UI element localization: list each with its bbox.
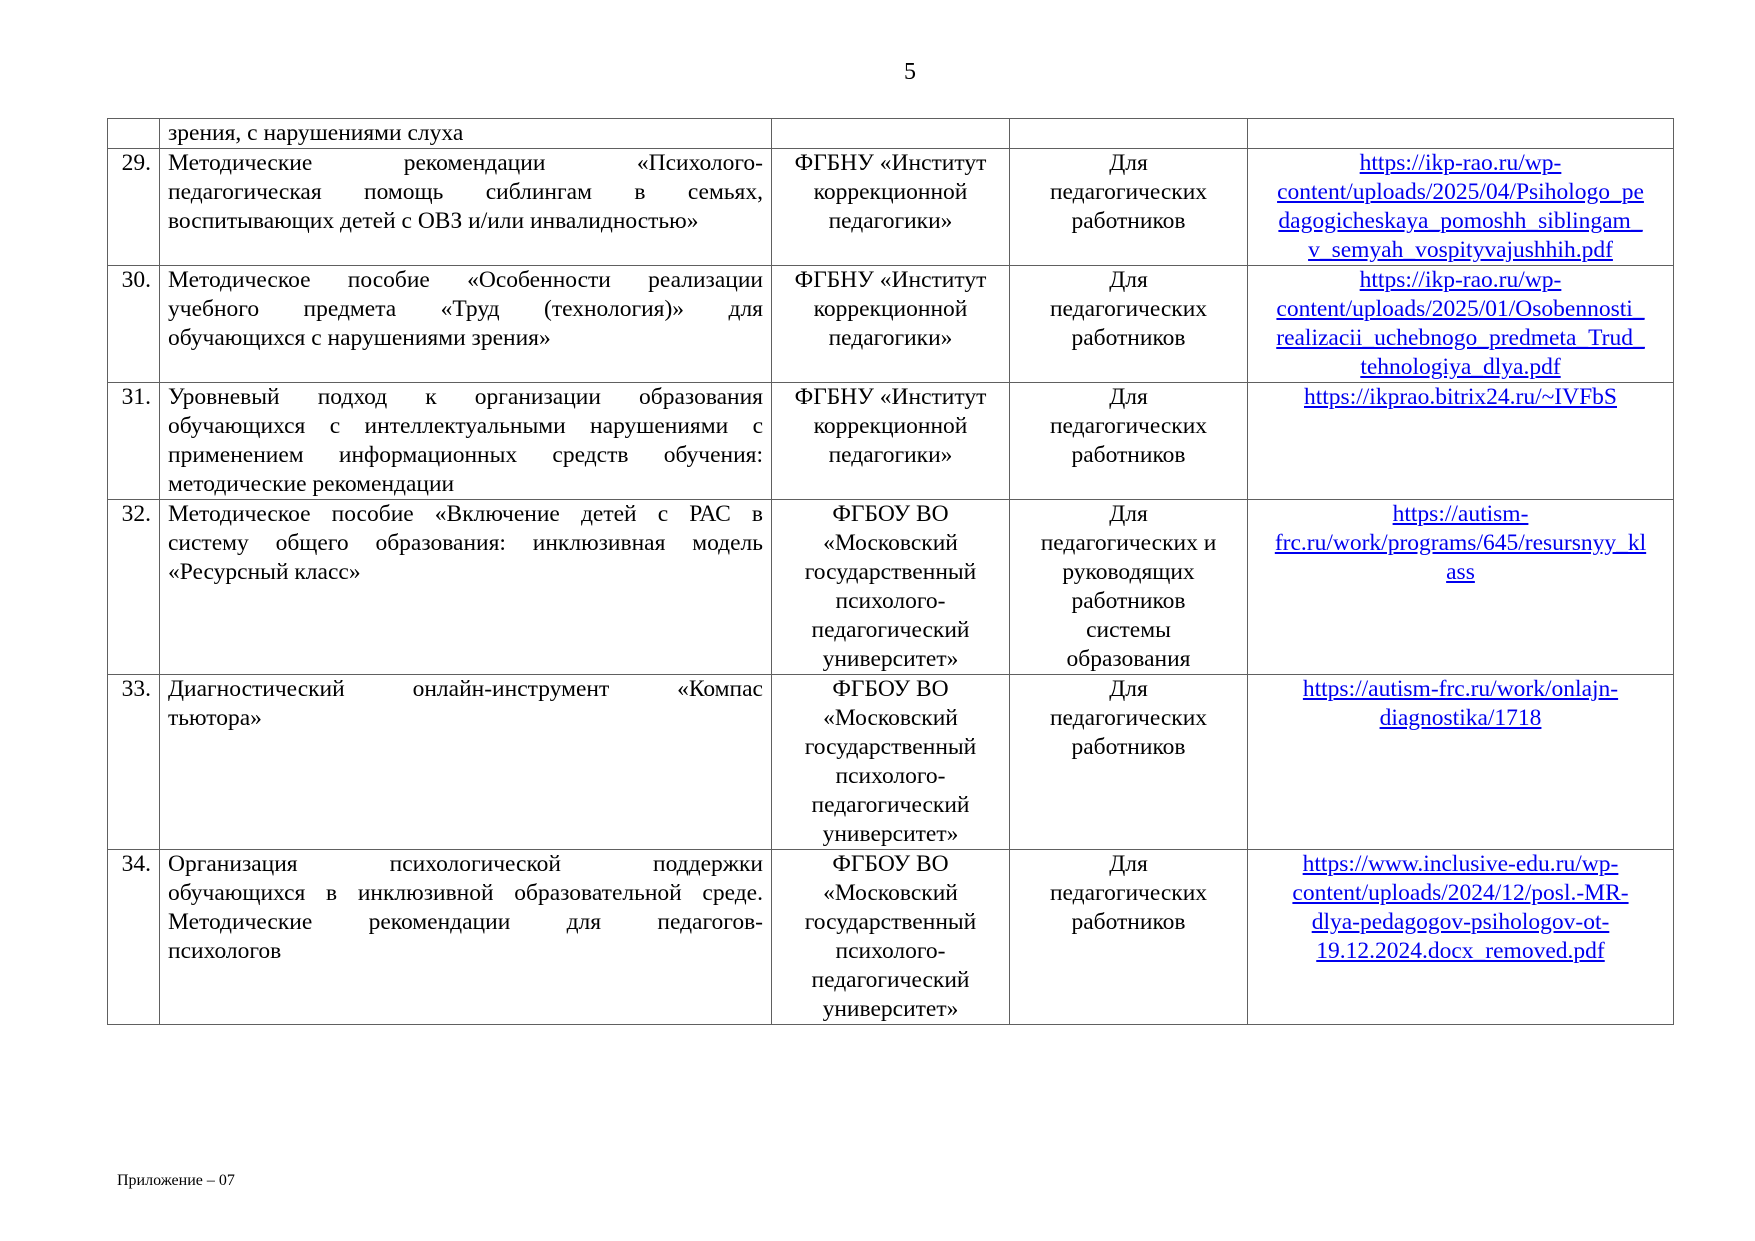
page-number: 5 [904,59,916,85]
link-cell [1248,383,1674,500]
resource-title-line: обучающихся в инклюзивной образовательной среде. [168,880,763,906]
audience-line: Для [1109,150,1148,176]
resource-title-line: «Ресурсный класс» [168,559,361,585]
audience-line: педагогических [1049,880,1208,906]
audience-line: работников [1071,442,1186,468]
audience-line: Для [1109,676,1148,702]
resource-title-cell [160,266,772,383]
resource-title-line: методические рекомендации [168,471,455,497]
organization-line: педагогики» [828,442,953,468]
audience-line: педагогических [1049,296,1208,322]
audience-line: образования [1066,646,1191,672]
organization-line: государственный [804,909,977,935]
resource-link-line[interactable]: frc.ru/work/programs/645/resursnyy_kl [1274,530,1647,556]
footer-appendix-label: Приложение – 07 [117,1172,235,1189]
audience-line: работников [1071,588,1186,614]
row-number: 32. [121,501,151,527]
table-row [108,850,1674,1025]
audience-line: Для [1109,267,1148,293]
organization-cell [772,119,1010,149]
resource-link-line[interactable]: content/uploads/2025/04/Psihologo_pe [1277,179,1644,205]
audience-line: Для [1109,384,1148,410]
organization-line: педагогический [811,792,970,818]
resource-title-cell [160,850,772,1025]
table-row [108,500,1674,675]
audience-cell [1010,266,1248,383]
organization-cell [772,383,1010,500]
audience-line: Для [1109,501,1148,527]
organization-cell [772,500,1010,675]
resource-link-line[interactable]: realizacii_uchebnogo_predmeta_Trud_ [1276,325,1645,351]
resource-title-cell [160,149,772,266]
table-row [108,383,1674,500]
audience-line: работников [1071,909,1186,935]
audience-line: работников [1071,325,1186,351]
resource-title-line: Уровневый подход к организации образования [168,384,763,410]
row-number-cell [108,850,160,1025]
organization-line: университет» [822,646,959,672]
row-number: 29. [121,150,151,176]
row-number: 30. [121,267,151,293]
row-number-cell [108,675,160,850]
resource-title-cell [160,500,772,675]
audience-line: работников [1071,208,1186,234]
organization-line: университет» [822,996,959,1022]
audience-line: педагогических [1049,179,1208,205]
row-number: 31. [121,384,151,410]
organization-line: ФГБОУ ВО [832,851,949,877]
resource-title-line: педагогическая помощь сиблингам в семьях, [168,179,763,205]
resources-table [107,118,1674,1025]
organization-line: «Московский [823,880,958,906]
resource-title-line: учебного предмета «Труд (технология)» для [168,296,763,322]
audience-line: педагогических и [1040,530,1217,556]
link-cell [1248,850,1674,1025]
row-number-cell [108,500,160,675]
audience-cell [1010,383,1248,500]
audience-line: системы [1086,617,1171,643]
row-number: 33. [121,676,151,702]
organization-line: государственный [804,559,977,585]
organization-cell [772,266,1010,383]
resource-link-line[interactable]: ass [1446,559,1475,585]
table-body [108,119,1674,1025]
organization-line: ФГБОУ ВО [832,676,949,702]
resource-title-line: систему общего образования: инклюзивная модель [168,530,763,556]
link-cell [1248,500,1674,675]
resource-title-line: Методическое пособие «Включение детей с РАС в [168,501,763,527]
resource-title-cell [160,119,772,149]
audience-line: Для [1109,851,1148,877]
row-number-cell [108,149,160,266]
resource-title-line: применением информационных средств обучения: [168,442,763,468]
resource-link-line[interactable]: https://autism- [1392,501,1529,527]
resource-title-line: обучающихся с нарушениями зрения» [168,325,551,351]
organization-line: «Московский [823,530,958,556]
resource-link-line[interactable]: dlya-pedagogov-psihologov-ot- [1311,909,1610,935]
organization-line: ФГБОУ ВО [832,501,949,527]
resource-link-line[interactable]: content/uploads/2025/01/Osobennosti_ [1276,296,1645,322]
resource-title-line: Методические рекомендации для педагогов- [168,909,763,935]
resource-title-line: тьютора» [168,705,262,731]
resource-link-line[interactable]: tehnologiya_dlya.pdf [1360,354,1561,380]
organization-line: университет» [822,821,959,847]
resource-title-line: обучающихся с интеллектуальными нарушениями с [168,413,763,439]
organization-line: психолого- [835,588,946,614]
resource-link-line[interactable]: v_semyah_vospityvajushhih.pdf [1308,237,1613,263]
audience-cell [1010,850,1248,1025]
organization-line: педагогики» [828,208,953,234]
audience-line: руководящих [1062,559,1195,585]
audience-line: педагогических [1049,413,1208,439]
organization-line: ФГБНУ «Институт [794,267,987,293]
organization-cell [772,850,1010,1025]
resource-link-line[interactable]: https://autism-frc.ru/work/onlajn- [1302,676,1619,702]
audience-line: работников [1071,734,1186,760]
organization-line: педагогики» [828,325,953,351]
organization-cell [772,675,1010,850]
resource-title-line: психологов [168,938,282,964]
resource-link-line[interactable]: dagogicheskaya_pomoshh_siblingam_ [1278,208,1643,234]
resource-link-line[interactable]: https://www.inclusive-edu.ru/wp- [1302,851,1619,877]
resource-link-line[interactable]: https://ikp-rao.ru/wp- [1359,267,1562,293]
organization-line: государственный [804,734,977,760]
organization-line: ФГБНУ «Институт [794,384,987,410]
resource-title-cell [160,675,772,850]
link-cell [1248,675,1674,850]
resource-link-line[interactable]: diagnostika/1718 [1379,705,1542,731]
resource-title-line: Методические рекомендации «Психолого- [168,150,763,176]
organization-line: коррекционной [813,296,968,322]
table-row [108,266,1674,383]
resource-title-cell [160,383,772,500]
resource-link-line[interactable]: https://ikp-rao.ru/wp- [1359,150,1562,176]
organization-line: педагогический [811,967,970,993]
organization-line: «Московский [823,705,958,731]
organization-line: ФГБНУ «Институт [794,150,987,176]
resource-title-line: Методическое пособие «Особенности реализации [168,267,763,293]
audience-line: педагогических [1049,705,1208,731]
organization-line: психолого- [835,938,946,964]
table-row [108,119,1674,149]
audience-cell [1010,675,1248,850]
organization-line: коррекционной [813,179,968,205]
organization-line: коррекционной [813,413,968,439]
row-number-cell [108,266,160,383]
organization-cell [772,149,1010,266]
resource-link-line[interactable]: content/uploads/2024/12/posl.-MR- [1292,880,1629,906]
organization-line: психолого- [835,763,946,789]
row-number-cell [108,119,160,149]
resource-title-line: зрения, с нарушениями слуха [168,120,464,146]
resource-link-line[interactable]: 19.12.2024.docx_removed.pdf [1316,938,1605,964]
link-cell [1248,149,1674,266]
audience-cell [1010,119,1248,149]
table-row [108,675,1674,850]
table-row [108,149,1674,266]
link-cell [1248,266,1674,383]
resource-link-line[interactable]: https://ikprao.bitrix24.ru/~IVFbS [1304,384,1617,410]
audience-cell [1010,500,1248,675]
row-number: 34. [121,851,151,877]
link-cell [1248,119,1674,149]
resource-title-line: воспитывающих детей с ОВЗ и/или инвалидностью» [168,208,699,234]
row-number-cell [108,383,160,500]
organization-line: педагогический [811,617,970,643]
resource-title-line: Диагностический онлайн-инструмент «Компас [168,676,763,702]
resource-title-line: Организация психологической поддержки [168,851,763,877]
audience-cell [1010,149,1248,266]
